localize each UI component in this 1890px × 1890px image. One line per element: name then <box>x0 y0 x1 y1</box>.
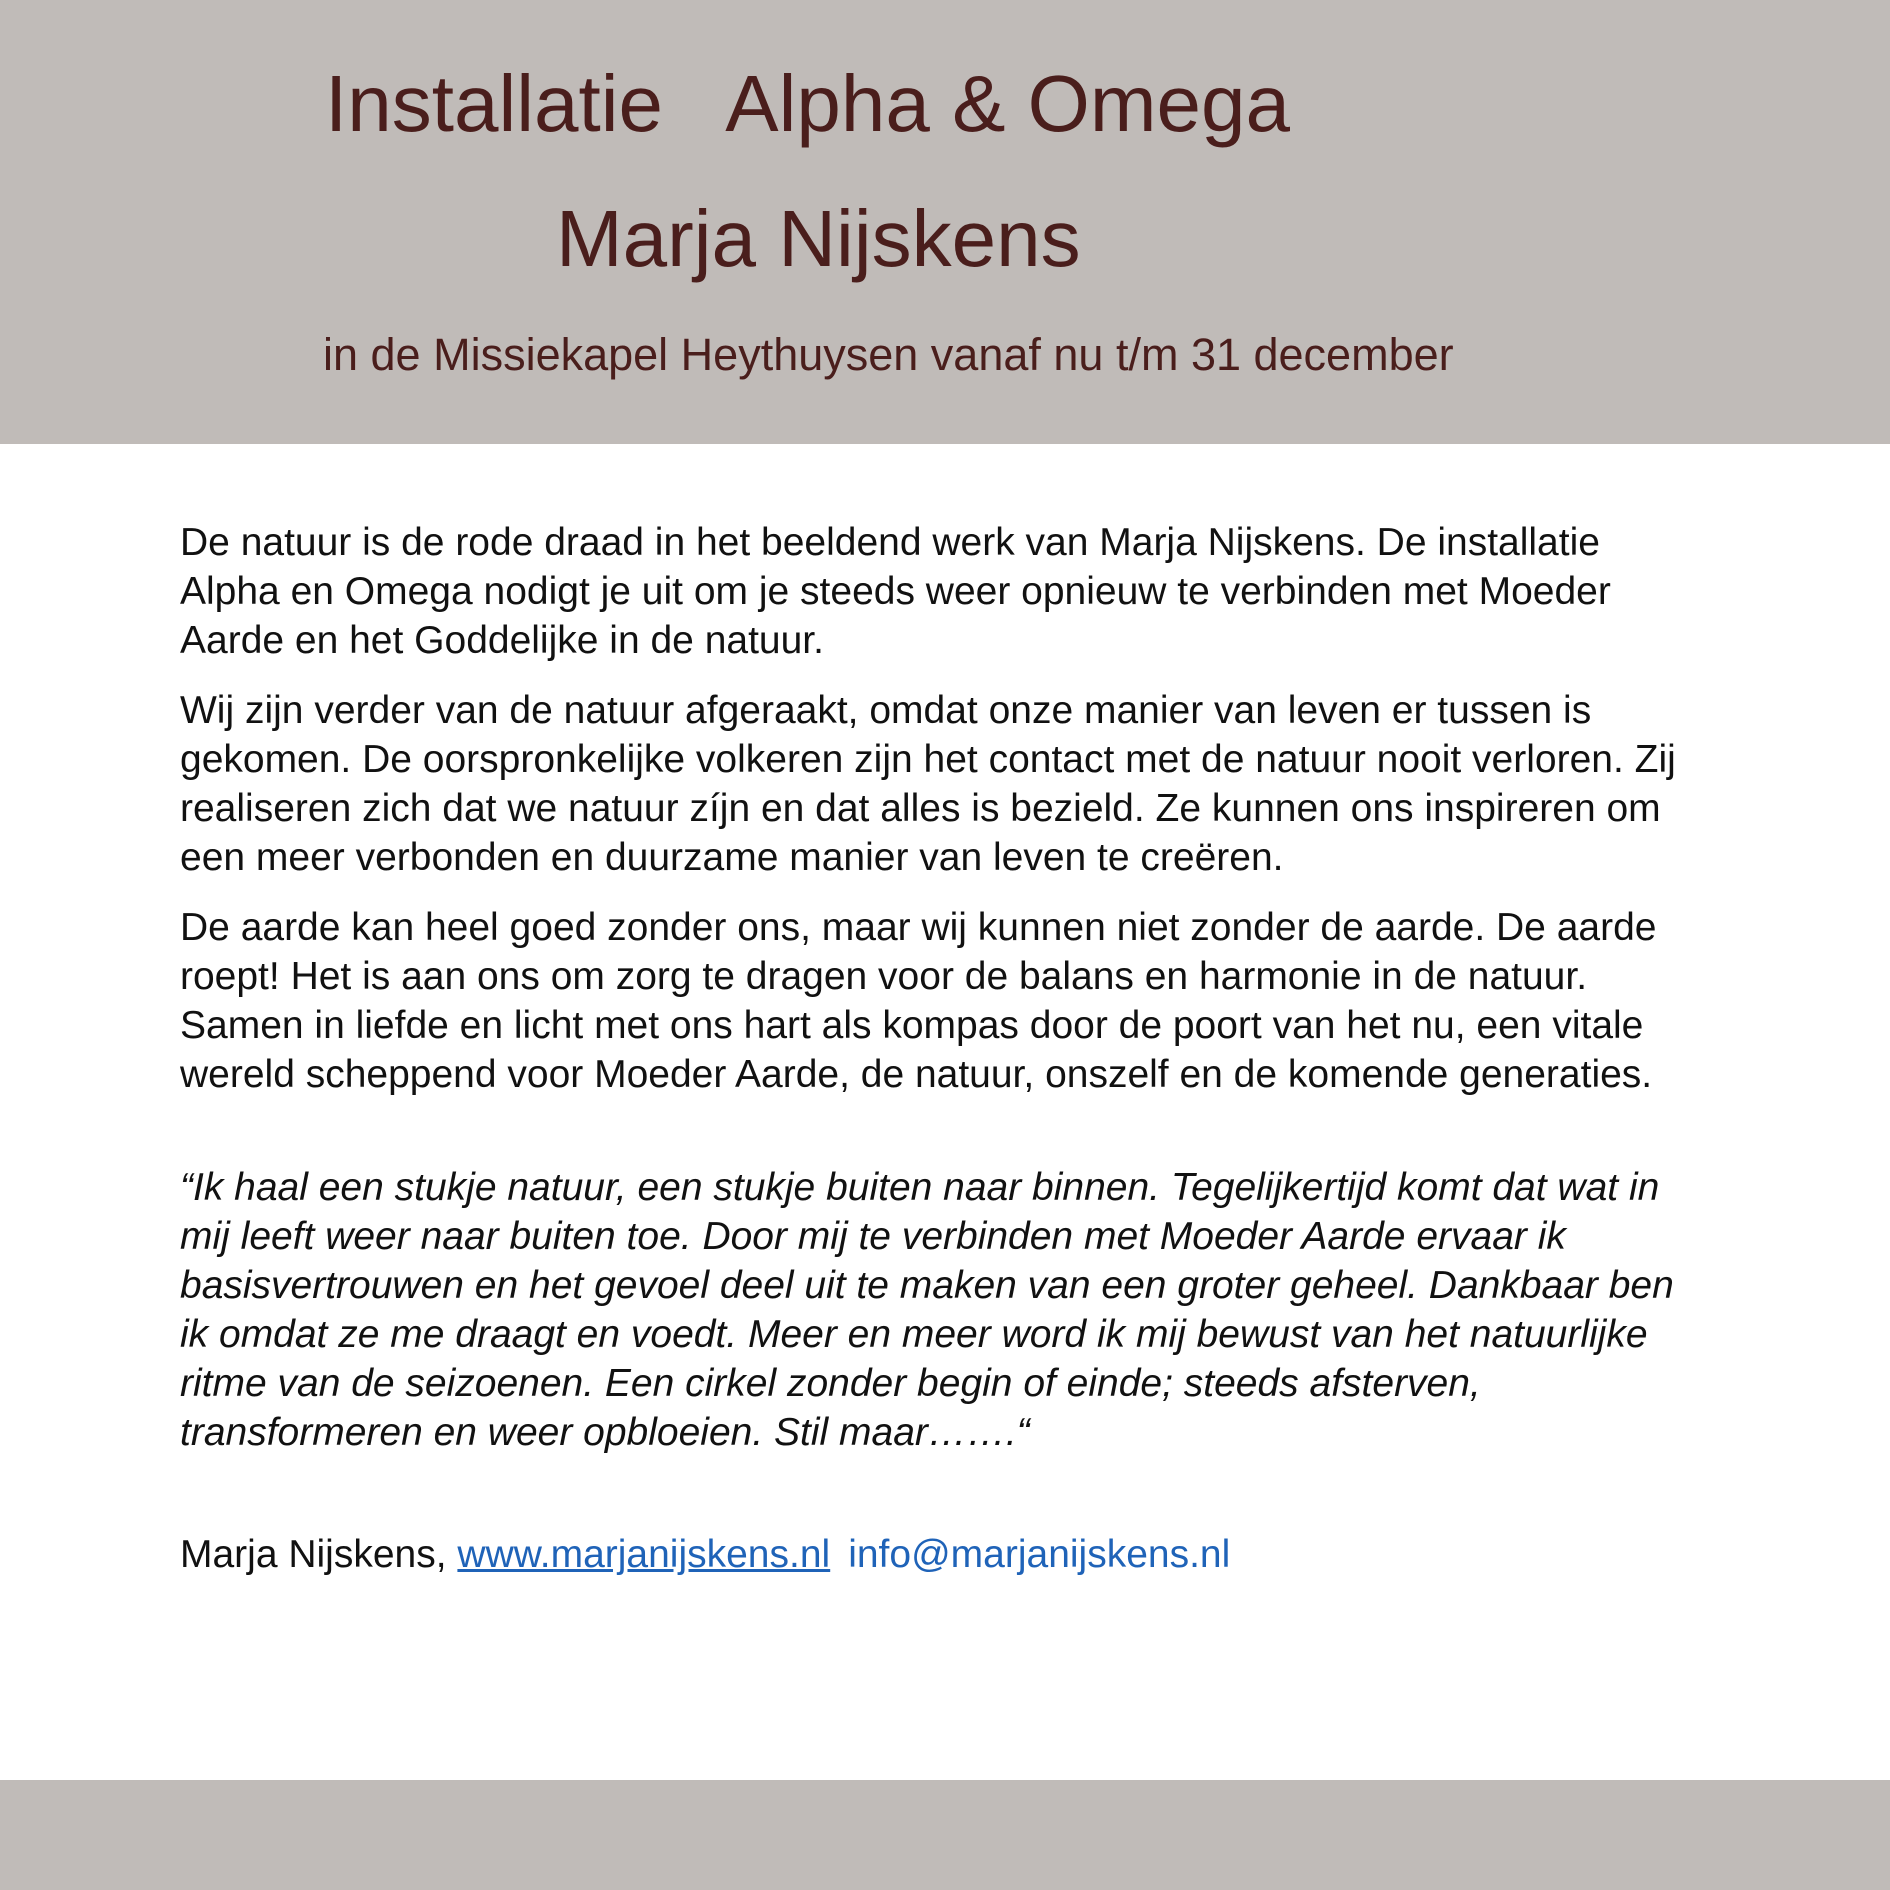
header-band <box>0 0 1890 444</box>
artist-name: Marja Nijskens <box>556 194 1081 283</box>
paragraph-earth: De aarde kan heel goed zonder ons, maar wij kunnen niet zonder de aarde. De aarde roept! Het is aan ons om zorg te dragen voor de balans en harmonie in de natuur. Samen in liefde en licht met ons hart als kompas door de poort van het nu, een vitale wereld scheppend voor Moeder Aarde, de natuur, onszelf en de komende generaties. <box>180 906 1657 1096</box>
exhibition-subtitle: in de Missiekapel Heythuysen vanaf nu t/m 31 december <box>323 329 1454 380</box>
signature-name: Marja Nijskens, <box>180 1533 458 1576</box>
artist-quote: “Ik haal een stukje natuur, een stukje buiten naar binnen. Tegelijkertijd komt dat wat in mij leeft weer naar buiten toe. Door mij te verbinden met Moeder Aarde ervaar ik basisvertrouwen en het gevoel deel uit te maken van een groter geheel. Dankbaar ben ik omdat ze me draagt en voedt. Meer en meer word ik mij bewust van het natuurlijke ritme van de seizoenen. Een cirkel zonder begin of einde; steeds afsterven, transformeren en weer opbloeien. Stil maar…….“ <box>180 1166 1674 1454</box>
paragraph-intro: De natuur is de rode draad in het beeldend werk van Marja Nijskens. De installatie Alpha en Omega nodigt je uit om je steeds weer opnieuw te verbinden met Moeder Aarde en het Goddelijke in de natuur. <box>180 521 1611 662</box>
email-link[interactable]: info@marjanijskens.nl <box>848 1533 1231 1576</box>
footer-band <box>0 1780 1890 1890</box>
website-link[interactable]: www.marjanijskens.nl <box>457 1533 831 1576</box>
paragraph-nature: Wij zijn verder van de natuur afgeraakt, omdat onze manier van leven er tussen is gekomen. De oorspronkelijke volkeren zijn het contact met de natuur nooit verloren. Zij realiseren zich dat we natuur zíjn en dat alles is bezield. Ze kunnen ons inspireren om een meer verbonden en duurzame manier van leven te creëren. <box>180 689 1676 879</box>
page-title: Installatie Alpha & Omega <box>325 59 1290 148</box>
signature-line <box>180 1530 1680 1579</box>
article-body <box>180 518 1680 1579</box>
